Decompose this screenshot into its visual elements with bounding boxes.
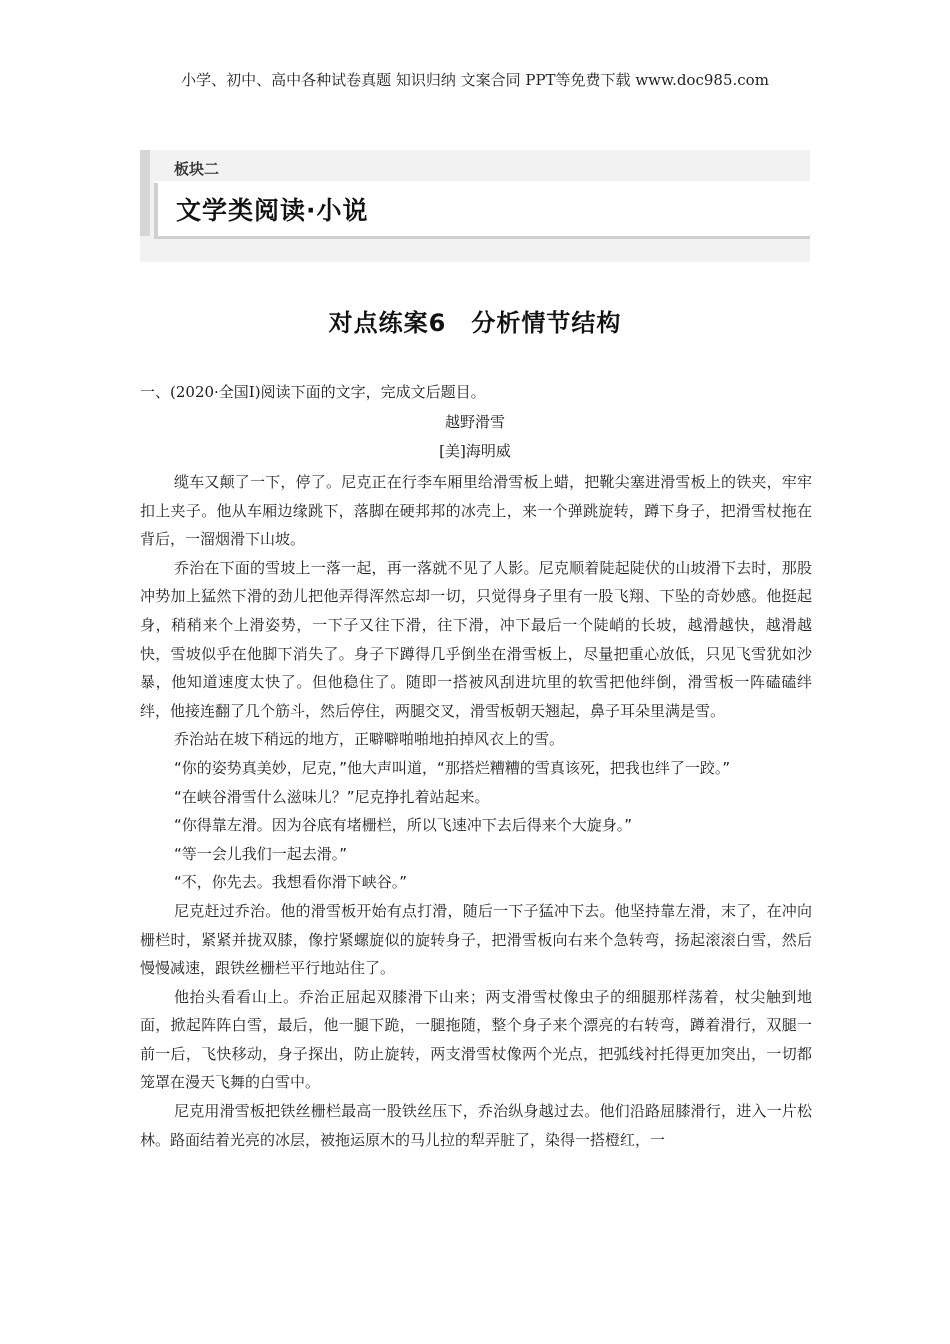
site-header: 小学、初中、高中各种试卷真题 知识归纳 文案合同 PPT等免费下载 www.doc985.com: [181, 71, 769, 89]
paragraph: “等一会儿我们一起去滑。”: [174, 844, 348, 863]
story-author: [美]海明威: [439, 442, 511, 460]
banner-accent-bar: [140, 150, 150, 236]
paragraph: 乔治在下面的雪坡上一落一起，再一落就不见了人影。尼克顺着陡起陡伏的山坡滑下去时，那股冲势加上猛然下滑的劲儿把他弄得浑然忘却一切，只觉得身子里有一股飞翔、下坠的奇妙感。他挺起身，稍稍来个上滑姿势，一下子又往下滑，往下滑，冲下最后一个陡峭的长坡，越滑越快，越滑越快，雪坡似乎在他脚下消失了。身子下蹲得几乎倒坐在滑雪板上，尽量把重心放低，只见飞雪犹如沙暴，他知道速度太快了。但他稳住了。随即一搭被风刮进坑里的软雪把他绊倒，滑雪板一阵磕磕绊绊，他接连翻了几个筋斗，然后停住，两腿交叉，滑雪板朝天翘起，鼻子耳朵里满是雪。: [140, 558, 812, 720]
page-title: 对点练案6 分析情节结构: [328, 309, 622, 337]
paragraph: 尼克用滑雪板把铁丝栅栏最高一股铁丝压下，乔治纵身越过去。他们沿路屈膝滑行，进入一片松林。路面结着光亮的冰层，被拖运原木的马儿拉的犁弄脏了，染得一搭橙红，一: [140, 1102, 812, 1149]
story-body: [140, 468, 812, 1154]
banner-section-label: 板块二: [174, 160, 220, 178]
paragraph: “不，你先去。我想看你滑下峡谷。”: [174, 873, 408, 892]
paragraph: “你得靠左滑。因为谷底有堵栅栏，所以飞速冲下去后得来个大旋身。”: [174, 816, 633, 835]
banner-underline: [154, 236, 810, 239]
paragraph: 他抬头看看山上。乔治正屈起双膝滑下山来；两支滑雪杖像虫子的细腿那样荡着，杖尖触到地面，掀起阵阵白雪，最后，他一腿下跪，一腿拖随，整个身子来个漂亮的右转弯，蹲着滑行，双腿一前一后，飞快移动，身子探出，防止旋转，两支滑雪杖像两个光点，把弧线衬托得更加突出，一切都笼罩在漫天飞舞的白雪中。: [140, 987, 812, 1092]
paragraph: 缆车又颠了一下，停了。尼克正在行李车厢里给滑雪板上蜡，把靴尖塞进滑雪板上的铁夹，牢牢扣上夹子。他从车厢边缘跳下，落脚在硬邦邦的冰壳上，来一个弹跳旋转，蹲下身子，把滑雪杖拖在背后，一溜烟滑下山坡。: [140, 473, 812, 549]
paragraph: “在峡谷滑雪什么滋味儿？”尼克挣扎着站起来。: [174, 787, 490, 806]
banner-title: 文学类阅读·小说: [176, 196, 369, 225]
paragraph: 乔治站在坡下稍远的地方，正噼噼啪啪地拍掉风衣上的雪。: [174, 730, 565, 749]
section-banner: [140, 150, 810, 262]
banner-title-box: [154, 183, 810, 236]
paragraph: “你的姿势真美妙，尼克，”他大声叫道，“那搭烂糟糟的雪真该死，把我也绊了一跤。”: [174, 758, 731, 777]
paragraph: 尼克赶过乔治。他的滑雪板开始有点打滑，随后一下子猛冲下去。他坚持靠左滑，末了，在冲向栅栏时，紧紧并拢双膝，像拧紧螺旋似的旋转身子，把滑雪板向右来个急转弯，扬起滚滚白雪，然后慢慢减速，跟铁丝栅栏平行地站住了。: [140, 901, 812, 978]
question-intro: 一、(2020·全国Ⅰ)阅读下面的文字，完成文后题目。: [140, 383, 486, 401]
story-title: 越野滑雪: [444, 413, 505, 431]
